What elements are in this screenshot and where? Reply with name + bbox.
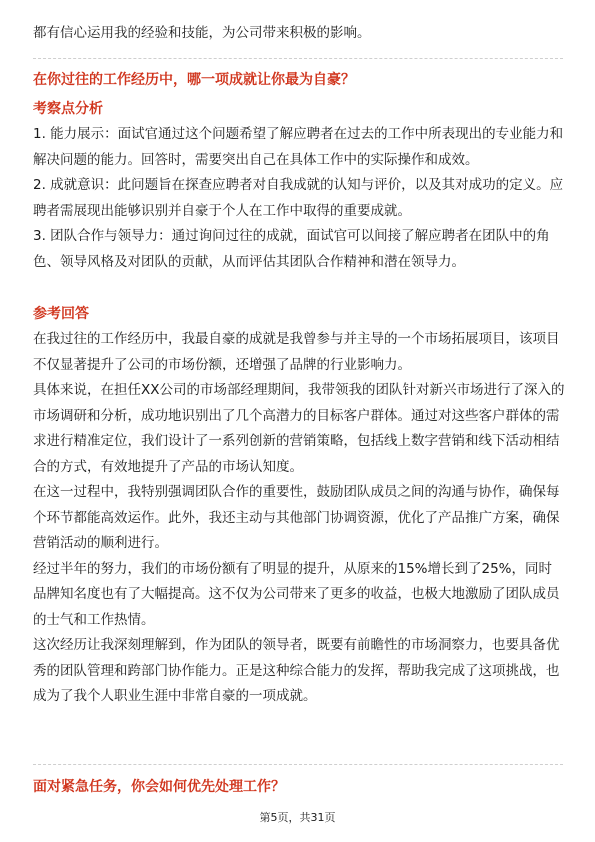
next-question-title: 面对紧急任务，你会如何优先处理工作？ <box>33 779 285 795</box>
analysis-heading: 考察点分析 <box>33 101 103 117</box>
analysis-item: 3. 团队合作与领导力：通过询问过往的成就，面试官可以间接了解应聘者在团队中的角色、领导风格及对团队的贡献，从而评估其团队合作精神和潜在领导力。 <box>33 228 550 270</box>
answer-heading: 参考回答 <box>33 306 89 322</box>
divider-top <box>33 58 563 59</box>
answer-paragraph: 经过半年的努力，我们的市场份额有了明显的提升，从原来的15%增长到了25%，同时品牌知名度也有了大幅提高。这不仅为公司带来了更多的收益，也极大地激励了团队成员的士气和工作热情。 <box>33 560 560 628</box>
answer-paragraph: 具体来说，在担任XX公司的市场部经理期间，我带领我的团队针对新兴市场进行了深入的市场调研和分析，成功地识别出了几个高潜力的目标客户群体。通过对这些客户群体的需求进行精准定位，我们设计了一系列创新的营销策略，包括线上数字营销和线下活动相结合的方式，有效地提升了产品的市场认知度。 <box>33 382 565 475</box>
answer-body <box>33 327 565 710</box>
analysis-list <box>33 122 565 275</box>
answer-paragraph: 在这一过程中，我特别强调团队合作的重要性，鼓励团队成员之间的沟通与协作，确保每个环节都能高效运作。此外，我还主动与其他部门协调资源，优化了产品推广方案，确保营销活动的顺利进行。 <box>33 484 560 551</box>
page-footer: 第5页，共31页 <box>259 811 336 824</box>
divider-bottom <box>33 764 563 765</box>
question-title: 在你过往的工作经历中，哪一项成就让你最为自豪？ <box>33 72 355 88</box>
lead-text: 都有信心运用我的经验和技能，为公司带来积极的影响。 <box>33 25 371 41</box>
answer-paragraph: 在我过往的工作经历中，我最自豪的成就是我曾参与并主导的一个市场拓展项目，该项目不仅显著提升了公司的市场份额，还增强了品牌的行业影响力。 <box>33 331 560 373</box>
answer-paragraph: 这次经历让我深刻理解到，作为团队的领导者，既要有前瞻性的市场洞察力，也要具备优秀的团队管理和跨部门协作能力。正是这种综合能力的发挥，帮助我完成了这项挑战，也成为了我个人职业生涯中非常自豪的一项成就。 <box>33 637 560 704</box>
analysis-item: 1. 能力展示：面试官通过这个问题希望了解应聘者在过去的工作中所表现出的专业能力和解决问题的能力。回答时，需要突出自己在具体工作中的实际操作和成效。 <box>33 126 564 168</box>
analysis-item: 2. 成就意识：此问题旨在探查应聘者对自我成就的认知与评价，以及其对成功的定义。应聘者需展现出能够识别并自豪于个人在工作中取得的重要成就。 <box>33 177 564 219</box>
